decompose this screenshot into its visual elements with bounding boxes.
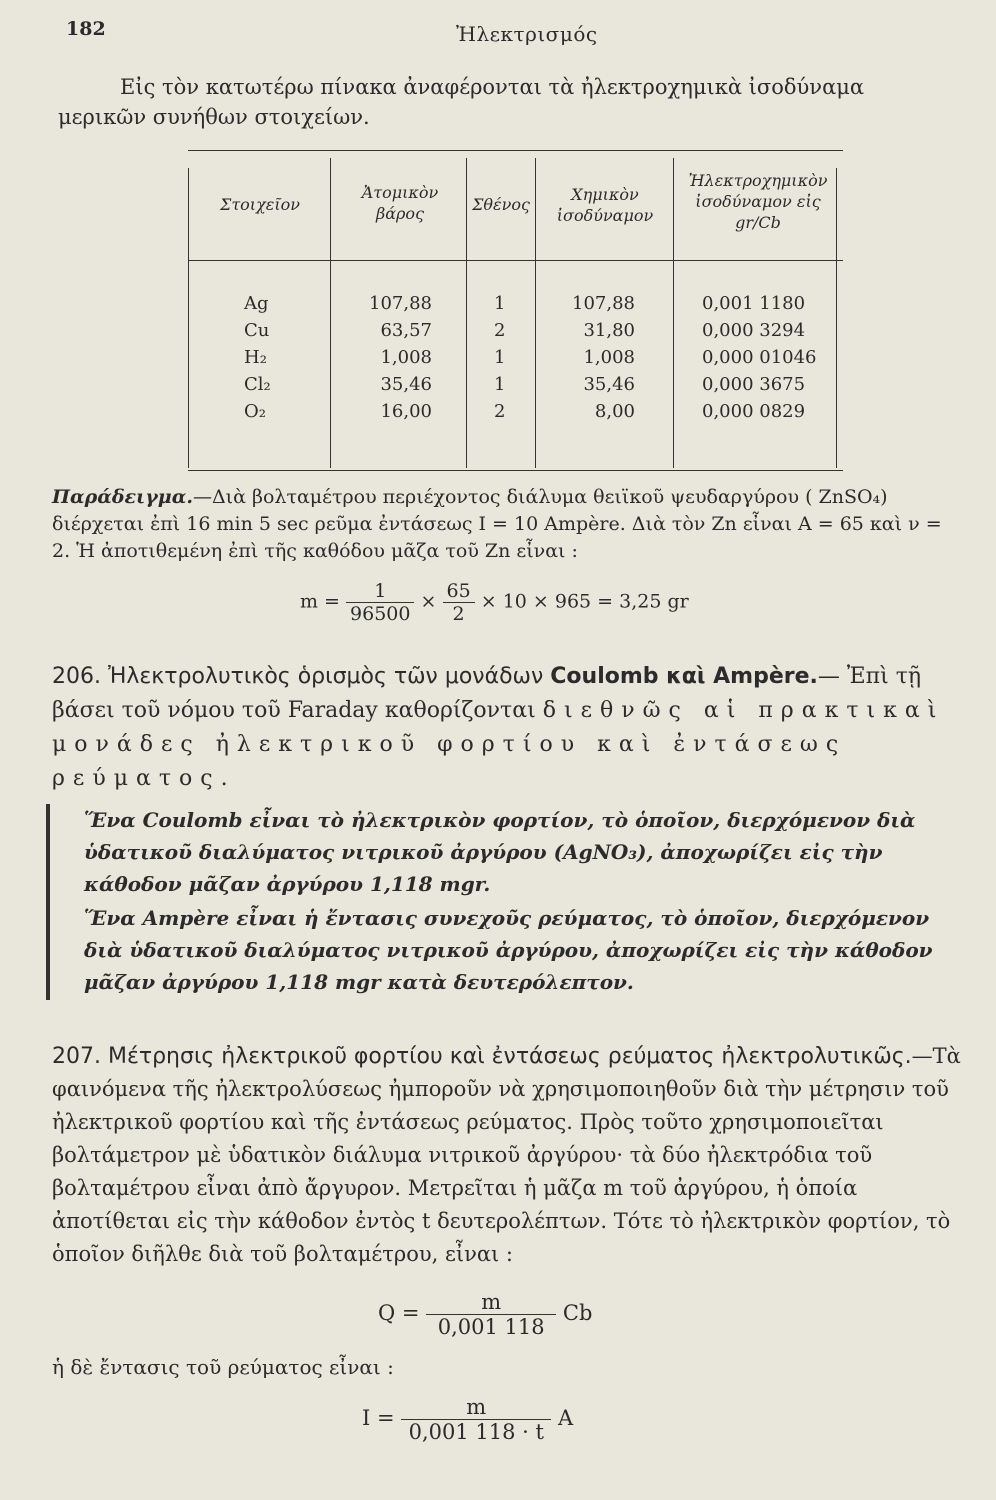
charge-unit: Cb: [562, 1301, 593, 1325]
section-206-title: 206. Ἠλεκτρολυτικὸς ὁρισμὸς τῶν μονάδων: [52, 664, 544, 689]
table-cell: Cu: [244, 320, 270, 341]
definitions-box: [46, 804, 970, 1000]
section-206-spaced-text: διεθνῶς αἱ πρακτικαὶ μονάδες ἠλεκτρικοῦ φορτίου καὶ ἐντάσεως ρεύματος.: [52, 698, 945, 791]
table-cell: 0,000 01046: [702, 347, 817, 368]
example-label: Παράδειγμα.: [52, 486, 193, 508]
current-lhs: I =: [362, 1406, 395, 1430]
table-column-element: [244, 290, 271, 425]
ampere-definition: Ἕνα Ampère εἶναι ἡ ἔντασις συνεχοῦς ρεύματος, τὸ ὁποῖον, διερχόμενον διὰ ὑδατικοῦ διαλύματος νιτρικοῦ ἀργύρου, ἀποχωρίζει εἰς τὴν κάθοδον μᾶζαν ἀργύρου 1,118 mgr κατὰ δευτερόλεπτον.: [84, 906, 933, 994]
example-formula: [300, 580, 689, 625]
formula-fraction-1: [346, 580, 414, 625]
formula-lhs: m =: [300, 590, 340, 613]
formula-times: ×: [420, 590, 437, 613]
section-206: [52, 660, 962, 796]
fraction-denominator: 2: [443, 602, 475, 625]
table-cell: 8,00: [594, 401, 635, 422]
table-cell: 0,000 3675: [702, 374, 806, 395]
table-left-rule: [188, 168, 189, 468]
table-cell: 1,008: [380, 347, 432, 368]
current-intro: ἡ δὲ ἔντασις τοῦ ρεύματος εἶναι :: [52, 1355, 394, 1379]
charge-lhs: Q =: [378, 1301, 420, 1325]
table-header-rule: [188, 260, 843, 261]
fraction-denominator: 0,001 118: [426, 1314, 556, 1339]
fraction-numerator: m: [481, 1290, 502, 1314]
charge-fraction: [426, 1290, 556, 1339]
table-cell: 1: [494, 374, 506, 395]
formula-rest: × 10 × 965 = 3,25 gr: [480, 590, 689, 613]
table-cell: 1: [494, 293, 506, 314]
page-header: [66, 16, 956, 50]
table-cell: 35,46: [380, 374, 432, 395]
current-unit: A: [557, 1406, 574, 1430]
table-top-rule: [188, 150, 843, 151]
table-column-chemical-equivalent: [572, 290, 635, 425]
example-paragraph: [52, 484, 958, 565]
fraction-numerator: 65: [446, 580, 471, 602]
example-text: —Διὰ βολταμέτρου περιέχοντος διάλυμα θειϊκοῦ ψευδαργύρου ( ZnSO₄) διέρχεται ἐπὶ 16 min 5 sec ρεῦμα ἐντάσεως I = 10 Ampère. Διὰ τὸν Zn εἶναι A = 65 καὶ ν = 2. Ἡ ἀποτιθεμένη ἐπὶ τῆς καθόδου μᾶζα τοῦ Zn εἶναι :: [52, 486, 942, 562]
table-cell: 35,46: [583, 374, 635, 395]
table-cell: 0,000 0829: [702, 401, 806, 422]
section-207-title: 207. Μέτρησις ἠλεκτρικοῦ φορτίου καὶ ἐντάσεως ρεύματος ἠλεκτρολυτικῶς.: [52, 1044, 912, 1069]
table-cell: Ag: [244, 293, 269, 314]
table-column-electrochemical-equivalent: [702, 290, 817, 425]
table-header-electrochemical-equivalent: Ἠλεκτροχημικὸν ἰσοδύναμον εἰς gr/Cb: [688, 171, 828, 232]
table-cell: 63,57: [380, 320, 432, 341]
table-cell: 2: [494, 320, 506, 341]
fraction-denominator: 96500: [346, 602, 414, 625]
table-header-element: Στοιχεῖον: [220, 195, 300, 214]
section-207-text: —Τὰ φαινόμενα τῆς ἠλεκτρολύσεως ἠμποροῦν νὰ χρησιμοποιηθοῦν διὰ τὴν μέτρησιν τοῦ ἠλεκτρικοῦ φορτίου καὶ τῆς ἐντάσεως ρεύματος. Πρὸς τοῦτο χρησιμοποιεῖται βολτάμετρον μὲ ὑδατικὸν διάλυμα νιτρικοῦ ἀργύρου· τὰ δύο ἠλεκτρόδια τοῦ βολταμέτρου εἶναι ἀπὸ ἄργυρον. Μετρεῖται ἡ μᾶζα m τοῦ ἀργύρου, ἡ ὁποία ἀποτίθεται εἰς τὴν κάθοδον ἐντὸς t δευτερολέπτων. Τότε τὸ ἠλεκτρικὸν φορτίον, τὸ ὁποῖον διῆλθε διὰ τοῦ βολταμέτρου, εἶναι :: [52, 1044, 961, 1266]
electrochemical-equivalents-table: [188, 150, 843, 472]
table-cell: 31,80: [583, 320, 635, 341]
formula-fraction-2: [443, 580, 475, 625]
table-cell: 0,001 1180: [702, 293, 806, 314]
table-header-atomic-weight: Ἀτομικὸν βάρος: [361, 183, 439, 223]
fraction-denominator: 0,001 118 · t: [401, 1419, 551, 1444]
table-col-rule-3: [535, 158, 536, 468]
page-number: 182: [66, 18, 106, 40]
current-formula: [362, 1395, 573, 1444]
table-right-rule: [836, 168, 837, 468]
table-cell: 2: [494, 401, 506, 422]
section-206-title-bold: Coulomb καὶ Ampère.: [550, 664, 818, 689]
charge-formula: [378, 1290, 592, 1339]
coulomb-definition: Ἕνα Coulomb εἶναι τὸ ἠλεκτρικὸν φορτίον, τὸ ὁποῖον, διερχόμενον διὰ ὑδατικοῦ διαλύματος νιτρικοῦ ἀργύρου (AgNO₃), ἀποχωρίζει εἰς τὴν κάθοδον μᾶζαν ἀργύρου 1,118 mgr.: [84, 808, 916, 896]
fraction-numerator: 1: [374, 580, 387, 602]
table-cell: H₂: [244, 347, 267, 368]
table-column-valence: [494, 290, 505, 425]
table-column-atomic-weight: [369, 290, 432, 425]
table-header-chemical-equivalent: Χημικὸν ἰσοδύναμον: [556, 185, 654, 225]
table-col-rule-2: [466, 158, 467, 468]
table-cell: 1: [494, 347, 506, 368]
section-207: [52, 1040, 962, 1271]
table-cell: O₂: [244, 401, 266, 422]
table-cell: Cl₂: [244, 374, 271, 395]
table-cell: 107,88: [572, 293, 635, 314]
current-fraction: [401, 1395, 551, 1444]
section-206-lead: — Ἐπὶ τῇ βάσει τοῦ νόμου τοῦ Faraday καθορίζονται: [52, 664, 922, 723]
table-bottom-rule: [188, 470, 843, 471]
fraction-numerator: m: [466, 1395, 487, 1419]
running-title: Ἠλεκτρισμός: [456, 22, 598, 46]
table-cell: 0,000 3294: [702, 320, 806, 341]
table-cell: 1,008: [583, 347, 635, 368]
intro-paragraph: Εἰς τὸν κατωτέρω πίνακα ἀναφέρονται τὰ ἠλεκτροχημικὰ ἰσοδύναμα μερικῶν συνήθων στοιχείων.: [58, 75, 865, 129]
table-col-rule-4: [673, 158, 674, 468]
table-cell: 107,88: [369, 293, 432, 314]
table-cell: 16,00: [380, 401, 432, 422]
table-header-valence: Σθένος: [472, 195, 530, 214]
table-col-rule-1: [330, 158, 331, 468]
